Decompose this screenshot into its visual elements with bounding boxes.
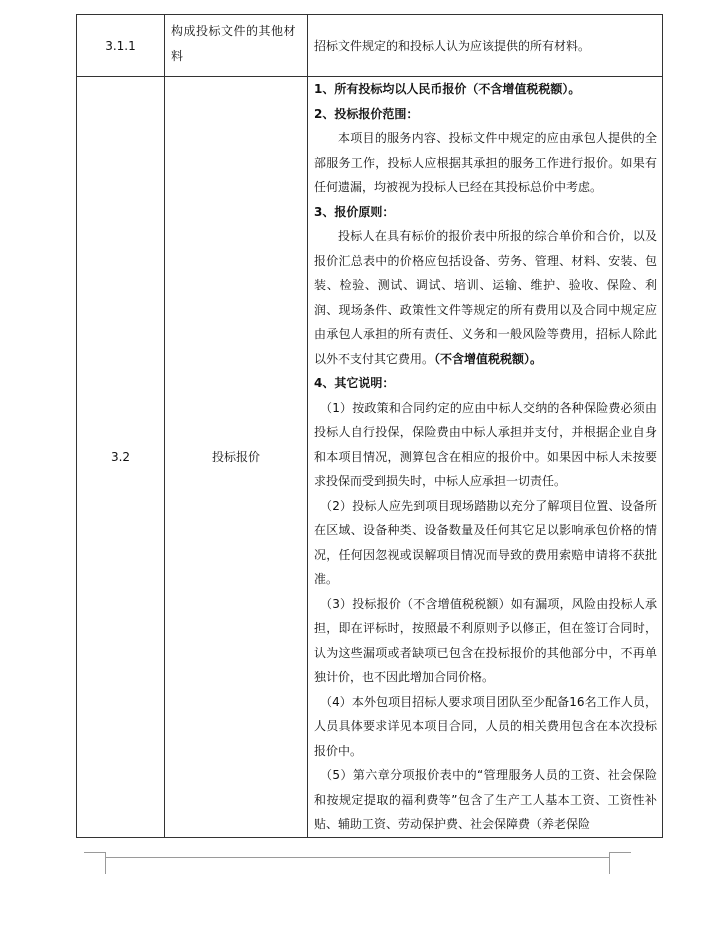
note-4: （4）本外包项目招标人要求项目团队至少配备16名工作人员，人员具体要求详见本项目合同，人员的相关费用包含在本次投标报价中。 (314, 694, 657, 758)
clause-item: 投标报价 (165, 77, 308, 838)
principle-paragraph (314, 224, 657, 371)
clause-item: 构成投标文件的其他材料 (165, 15, 308, 77)
margin-corner-mark (609, 852, 610, 874)
principle-bold-note: （不含增值税税额）。 (434, 351, 543, 366)
clause-number: 3.2 (77, 77, 165, 838)
clause-content-block (308, 77, 663, 838)
scope-paragraph: 本项目的服务内容、投标文件中规定的应由承包人提供的全部服务工作，投标人应根据其承担的服务工作进行报价。如果有任何遗漏，均被视为投标人已经在其投标总价中考虑。 (314, 131, 657, 194)
heading-other-notes: 4、其它说明： (314, 376, 395, 390)
note-1: （1）按政策和合同约定的应由中标人交纳的各种保险费必须由投标人自行投保，保险费由中标人承担并支付，并根据企业自身和本项目情况，测算包含在相应的报价中。如果因中标人未按要求投保而受到损失时，中标人应承担一切责任。 (314, 400, 657, 488)
page-footer-margin-line (105, 857, 610, 858)
table-row (77, 77, 663, 838)
bid-terms-table (76, 14, 663, 838)
heading-scope: 2、投标报价范围： (314, 106, 419, 121)
clause-content: 招标文件规定的和投标人认为应该提供的所有材料。 (308, 15, 663, 77)
heading-principle: 3、报价原则： (314, 204, 395, 219)
heading-currency: 1、所有投标均以人民币报价（不含增值税税额）。 (314, 82, 581, 96)
note-2: （2）投标人应先到项目现场踏勘以充分了解项目位置、设备所在区域、设备种类、设备数量及任何其它足以影响承包价格的情况，任何因忽视或误解项目情况而导致的费用索赔申请将不获批准。 (314, 498, 657, 586)
table-row (77, 15, 663, 77)
margin-corner-mark (105, 852, 106, 874)
note-3: （3）投标报价（不含增值税税额）如有漏项，风险由投标人承担，即在评标时，按照最不利原则予以修正，但在签订合同时，认为这些漏项或者缺项已包含在投标报价的其他部分中，不再单独计价，也不因此增加合同价格。 (314, 596, 657, 684)
note-5: （5）第六章分项报价表中的“管理服务人员的工资、社会保险和按规定提取的福利费等”包含了生产工人基本工资、工资性补贴、辅助工资、劳动保护费、社会保障费（养老保险 (314, 768, 657, 831)
principle-text: 投标人在具有标价的报价表中所报的综合单价和合价，以及报价汇总表中的价格应包括设备、劳务、管理、材料、安装、包装、检验、测试、调试、培训、运输、维护、验收、保险、利润、现场条件、政策性文件等规定的所有费用以及合同中规定应由承包人承担的所有责任、义务和一般风险等费用，招标人除此以外不支付其它费用。 (314, 229, 657, 366)
margin-corner-mark (609, 852, 631, 853)
clause-number: 3.1.1 (77, 15, 165, 77)
margin-corner-mark (84, 852, 106, 853)
